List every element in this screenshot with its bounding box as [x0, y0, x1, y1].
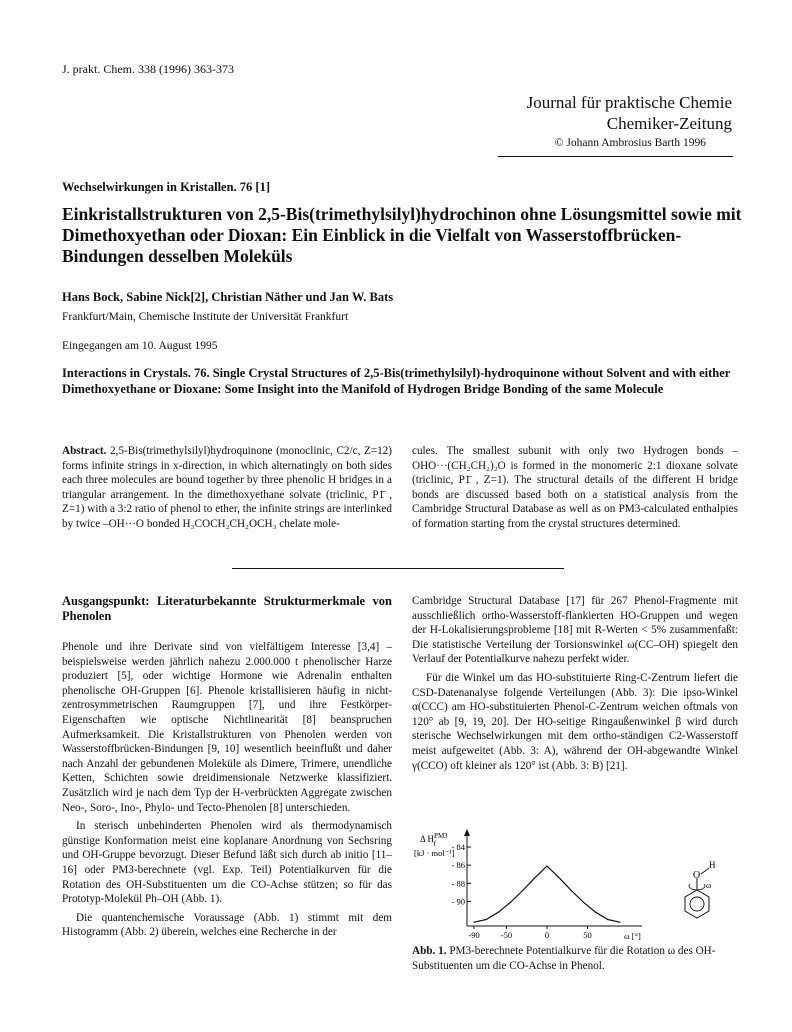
curve-point: [522, 890, 523, 891]
curve-point: [619, 922, 620, 923]
received-date: Eingegangen am 10. August 1995: [62, 340, 218, 352]
article-title: Einkristallstrukturen von 2,5-Bis(trimethylsilyl)hydrochinon ohne Lösungsmittel sowie mit Dimethoxyethan oder Dioxan: Ein Einblick in die Vielfalt von Wasserstoffbrücken-Bindungen desselben Moleküls: [62, 204, 742, 266]
figure-caption: [412, 944, 738, 973]
section-heading: Ausgangspunkt: Literaturbekannte Strukturmerkmale von Phenolen: [62, 594, 392, 623]
paragraph: Cambridge Structural Database [17] für 267 Phenol-Fragmente mit ausschließlich ortho-Wasserstoff-flankierten HO-Gruppen und wegen der H-Lokalisierungsprobleme [18] mit R-Werten < 5% zusammenfaßt: Die statistische Verteilung der Torsionswinkel ω(CC–OH) spiegelt den Verlauf der Potentialkurve nahezu perfekt wider.: [412, 595, 738, 666]
abstract-text-left: 2,5-Bis(trimethylsilyl)hydroquinone (monoclinic, C2/c, Z=12) forms infinite strings in x-direction, in which alternatingly on both sides each three molecules are bound together by three phenolic H bridges in a triangular arrangement. In the dimethoxyethane solvate (triclinic, P1̄ , Z=1) with a 3:2 ratio of phenol to ether, the infinite strings are interlinked by twice –OH···O bonded H₃COCH₂CH₂OCH₃ chelate mole-: [62, 445, 393, 530]
y-axis-arrow: [464, 829, 470, 836]
caption-text: PM3-berechnete Potentialkurve für die Rotation ω des OH-Substituenten um die CO-Achse in Phenol.: [412, 945, 716, 972]
author-list: Hans Bock, Sabine Nick[2], Christian Näther und Jan W. Bats: [62, 290, 394, 304]
journal-name: Journal für praktische Chemie: [526, 93, 732, 112]
curve-point: [571, 890, 572, 891]
affiliation: Frankfurt/Main, Chemische Institute der Universität Frankfurt: [62, 311, 349, 323]
series-title: Wechselwirkungen in Kristallen. 76 [1]: [62, 180, 270, 194]
x-tick-label: 0: [544, 930, 550, 940]
curve-point: [607, 919, 608, 920]
curve-point: [510, 902, 511, 903]
y-tick-label: - 86: [451, 860, 465, 871]
paragraph: Phenole und ihre Derivate sind von vielfältigem Interesse [3,4] – beispielsweise werden jährlich nahezu 2.000.000 t phenolischer Harze produziert [5], oder wichtige Hormone wie Adrenalin enthalten phenolische OH-Gruppen [6]. Phenole kristallisieren häufig in nicht-zentrosymmetrischen Raumgruppen [7], und ihre Festkörper-Eigenschaften wie optische Nichtlinearität [8] beanspruchen Aufmerksamkeit. Die Kristallstrukturen von Phenolen werden von Wasserstoffbrücken-Bindungen [9, 10] wesentlich beeinflußt und daher nach Anzahl der gebundenen Moleküle als Dimere, Trimere, unendliche Ketten, Schichten sowie dreidimensionale Netzwerke klassifiziert. Zusätzlich wird je nach dem Typ der H-verbrückten Aggregate zwischen Neo-, Soro-, Ino-, Phylo- und Tecto-Phenolen [8] unterschieden.: [62, 641, 392, 814]
paragraph: In sterisch unbehinderten Phenolen wird als thermodynamisch günstige Konformation meist eine koplanare Anordnung von Sechsring und OH-Gruppe bevorzugt. Dieser Befund läßt sich durch ab initio [11–16] oder PM3-berechnete (vgl. Exp. Teil) Potentialkurven für die Rotation des OH-Substituenten um die CO-Achse stützen; so für das Prototyp-Molekül Ph–OH (Abb. 1).: [62, 820, 392, 906]
abstract-right-column: cules. The smallest subunit with only two Hydrogen bonds –OHO···(CH₂CH₂)₂O is formed in the monomeric 2:1 dioxane solvate (triclinic, P1̄ , Z=1). The structural details of the different H bridge bonds are discussed based both on a statistical analysis from the Cambridge Structural Database as well as on PM3-calculated enthalpies of formation starting from the crystal structures determined.: [412, 445, 738, 530]
curve-point: [498, 912, 499, 913]
figure-1: [412, 828, 738, 940]
x-tick-label: -90: [468, 930, 480, 940]
english-title: Interactions in Crystals. 76. Single Crystal Structures of 2,5-Bis(trimethylsilyl)-hydroquinone without Solvent and with either Dimethoxyethane or Dioxane: Some Insight into the Manifold of Hydrogen Bridge Bonding of the same Molecule: [62, 366, 731, 396]
body-left-column: [62, 594, 392, 944]
curve-point: [595, 912, 596, 913]
curve-point: [559, 877, 560, 878]
potential-curve-line: [474, 866, 620, 922]
y-axis-label-main: Δ $H^{PM3}$ f: [420, 832, 448, 848]
x-axis-unit: ω [°]: [624, 931, 641, 940]
paragraph: Die quantenchemische Voraussage (Abb. 1) stimmt mit dem Histogramm (Abb. 2) überein, welches eine Recherche in der: [62, 911, 392, 939]
header-rule: [498, 156, 733, 157]
hydrogen-label: H: [709, 860, 716, 870]
y-tick-label: - 84: [451, 842, 465, 853]
copyright-line: © Johann Ambrosius Barth 1996: [554, 137, 706, 149]
body-right-column: [412, 594, 738, 777]
curve-point: [583, 902, 584, 903]
omega-label: ω: [706, 881, 712, 890]
curve-point: [486, 919, 487, 920]
paragraph: Für die Winkel um das HO-substituierte Ring-C-Zentrum liefert die CSD-Datenanalyse folgende Verteilungen (Abb. 3): Die ipso-Winkel α(CCC) am HO-substituierten Phenol-C-Zentrum weichen oftmals von 120° ab [9, 19, 20]. Der HO-seitige Ringaußenwinkel β wird durch sterische Wechselwirkungen mit dem ortho-ständigen C2-Wasserstoff meist aufgeweitet (Abb. 3: A), während der OH-abgewandte Winkel γ(CCO) oft kleiner als 120° ist (Abb. 3: B) [21].: [412, 671, 738, 772]
journal-subtitle: Chemiker-Zeitung: [606, 114, 732, 133]
x-tick-label: 50: [583, 930, 592, 940]
journal-name-block: [527, 92, 732, 134]
abstract-left-column: [62, 444, 392, 532]
potential-curve-chart: [412, 828, 738, 940]
caption-label: Abb. 1.: [412, 945, 447, 957]
curve-point: [546, 865, 547, 866]
y-axis-unit: [kJ · mol⁻¹]: [414, 848, 455, 858]
y-tick-label: - 90: [451, 896, 465, 907]
x-tick-label: -50: [500, 930, 513, 940]
oxygen-label: O: [693, 870, 701, 881]
journal-citation: J. prakt. Chem. 338 (1996) 363-373: [62, 62, 234, 76]
abstract-label: Abstract.: [62, 445, 107, 457]
section-divider: [232, 568, 564, 569]
curve-point: [534, 877, 535, 878]
curve-point: [473, 922, 474, 923]
phenol-molecule-icon: [685, 860, 716, 918]
y-tick-label: - 88: [451, 878, 465, 889]
